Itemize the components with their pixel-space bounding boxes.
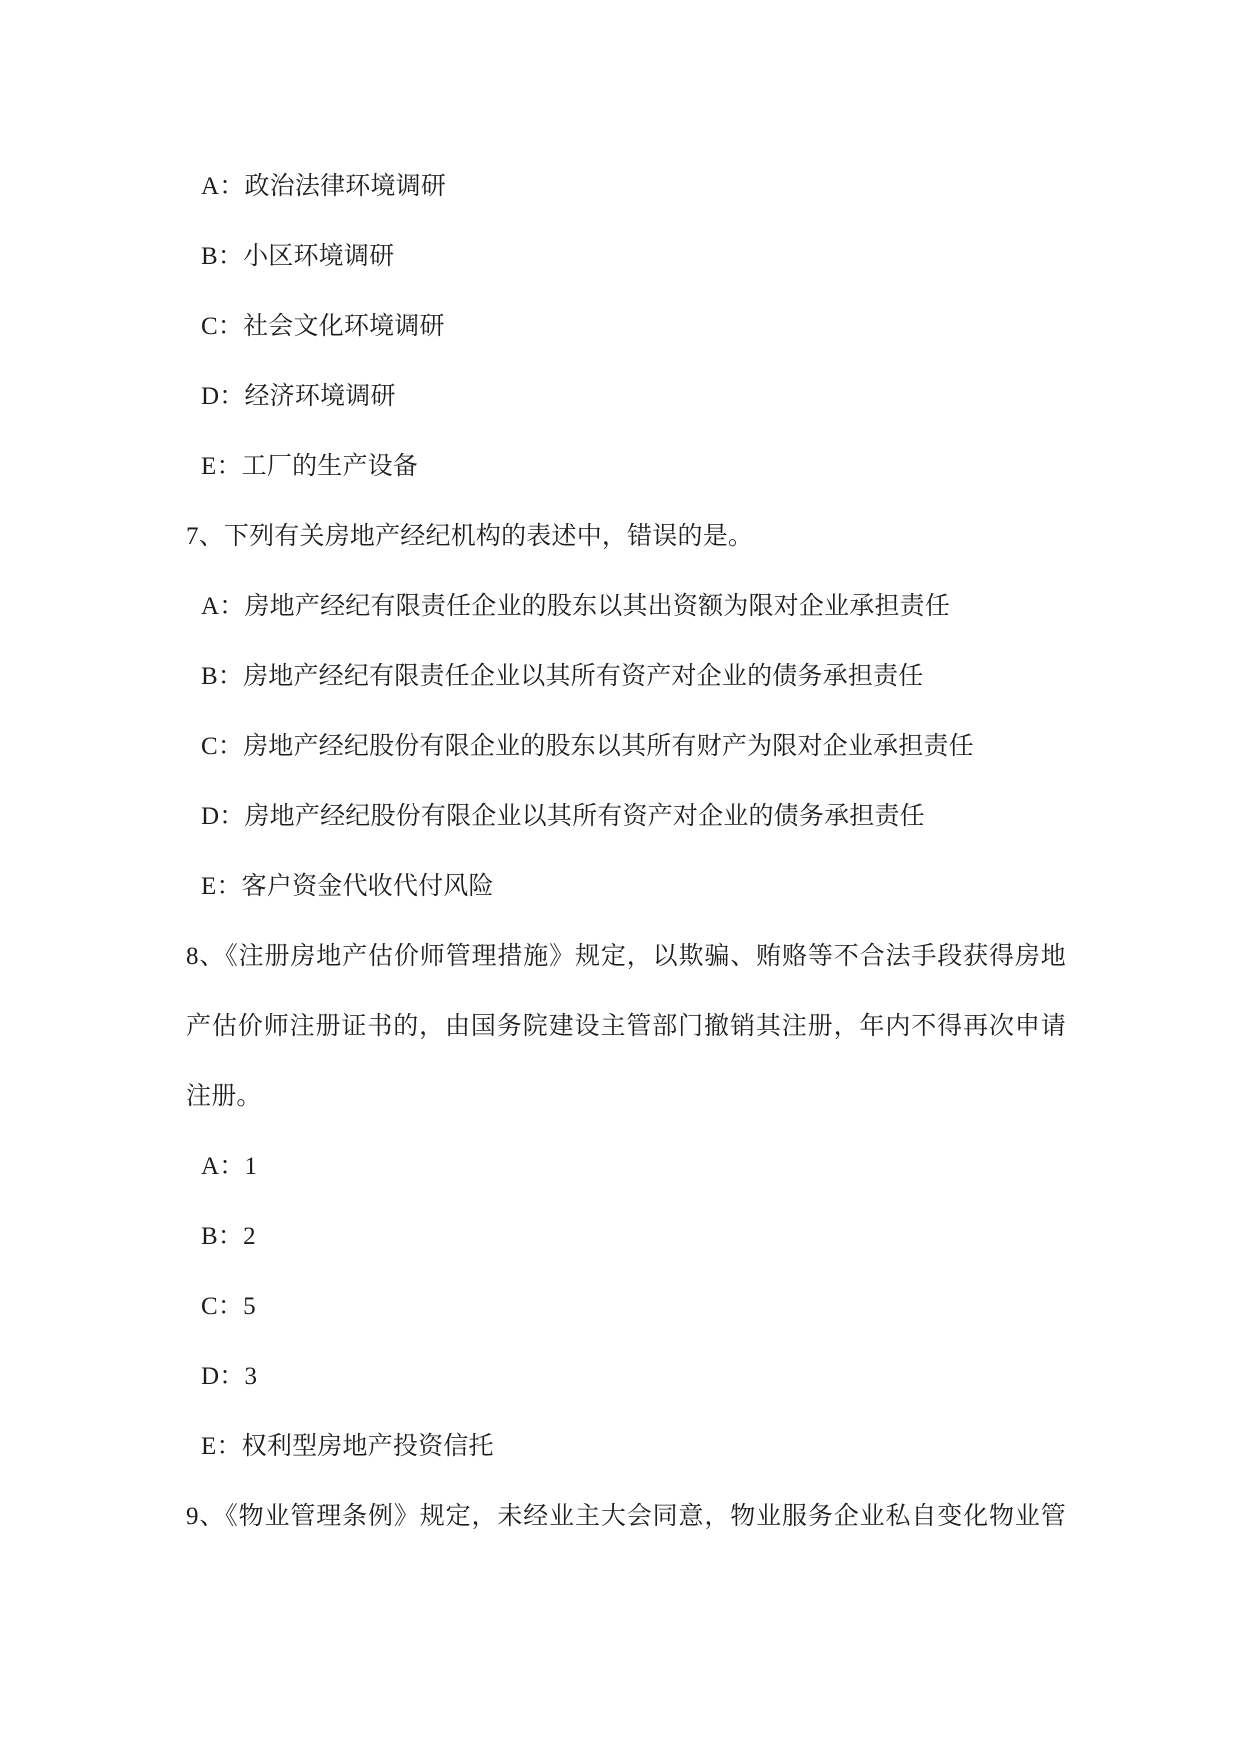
option-label: A： xyxy=(201,593,245,620)
question-number: 7、 xyxy=(186,523,224,550)
question-continuation-text: 产估价师注册证书的，由国务院建设主管部门撤销其注册，年内不得再次申请 xyxy=(186,1013,1066,1040)
question-number: 8、 xyxy=(186,943,226,970)
option-label: D： xyxy=(201,1363,245,1390)
option-line xyxy=(186,642,1240,712)
option-line xyxy=(186,222,1240,292)
question-text: 下列有关房地产经纪机构的表述中，错误的是。 xyxy=(223,523,754,550)
option-line xyxy=(186,1202,1240,1272)
option-text: 房地产经纪股份有限企业的股东以其所有财产为限对企业承担责任 xyxy=(243,733,974,760)
option-text: 房地产经纪有限责任企业以其所有资产对企业的债务承担责任 xyxy=(243,663,924,690)
option-label: B： xyxy=(201,243,244,270)
option-line xyxy=(186,292,1240,362)
option-label: B： xyxy=(201,1223,244,1250)
option-line xyxy=(186,362,1240,432)
question-text: 《物业管理条例》规定，未经业主大会同意，物业服务企业私自变化物业管 xyxy=(225,1503,1067,1530)
option-text: 房地产经纪有限责任企业的股东以其出资额为限对企业承担责任 xyxy=(244,593,951,620)
option-label: D： xyxy=(201,803,245,830)
option-text: 5 xyxy=(243,1293,256,1320)
question-continuation-text: 注册。 xyxy=(186,1083,262,1110)
option-text: 政治法律环境调研 xyxy=(244,173,447,200)
option-label: E： xyxy=(201,453,242,480)
question-continuation-line xyxy=(186,992,1066,1062)
option-text: 3 xyxy=(244,1363,258,1390)
question-number: 9、 xyxy=(186,1503,226,1530)
option-label: A： xyxy=(201,1153,245,1180)
option-line xyxy=(186,1412,1240,1482)
option-text: 1 xyxy=(244,1153,258,1180)
option-label: C： xyxy=(201,733,244,760)
option-text: 社会文化环境调研 xyxy=(243,313,445,340)
question-line xyxy=(186,1482,1066,1552)
question-continuation-line xyxy=(186,1062,1240,1132)
option-line xyxy=(186,712,1240,782)
option-line xyxy=(186,1272,1240,1342)
option-line xyxy=(186,1342,1240,1412)
option-label: D： xyxy=(201,383,245,410)
option-text: 权利型房地产投资信托 xyxy=(241,1433,494,1460)
option-line xyxy=(186,432,1240,502)
option-line xyxy=(186,152,1240,222)
option-label: C： xyxy=(201,1293,244,1320)
option-line xyxy=(186,572,1240,642)
question-line xyxy=(186,502,1240,572)
option-text: 房地产经纪股份有限企业以其所有资产对企业的债务承担责任 xyxy=(244,803,925,830)
option-text: 经济环境调研 xyxy=(244,383,396,410)
option-line xyxy=(186,852,1240,922)
option-label: A： xyxy=(201,173,245,200)
option-label: E： xyxy=(201,1433,242,1460)
question-line xyxy=(186,922,1066,992)
option-line xyxy=(186,1132,1240,1202)
option-text: 工厂的生产设备 xyxy=(241,453,419,480)
option-line xyxy=(186,782,1240,852)
option-label: B： xyxy=(201,663,244,690)
option-label: C： xyxy=(201,313,244,340)
option-text: 2 xyxy=(243,1223,256,1250)
option-text: 客户资金代收代付风险 xyxy=(241,873,494,900)
option-text: 小区环境调研 xyxy=(243,243,395,270)
question-text: 《注册房地产估价师管理措施》规定，以欺骗、贿赂等不合法手段获得房地 xyxy=(225,943,1067,970)
option-label: E： xyxy=(201,873,242,900)
